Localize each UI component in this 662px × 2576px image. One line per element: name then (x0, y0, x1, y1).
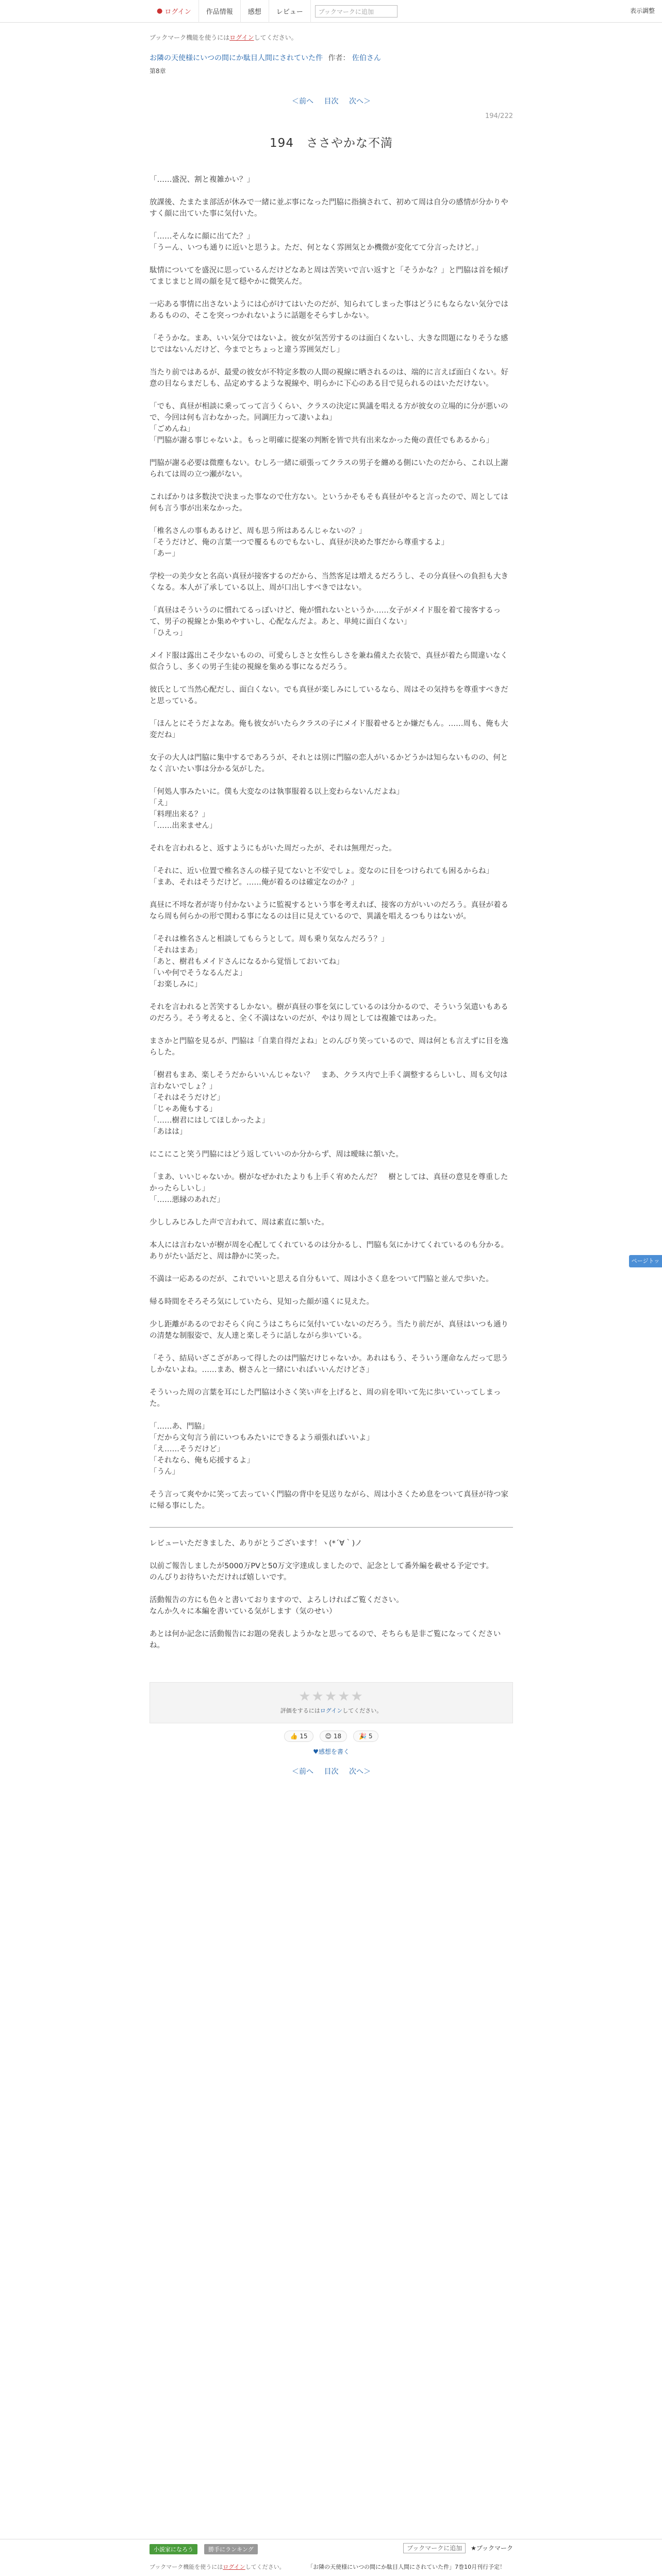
author-label: 作者： (328, 54, 350, 62)
party-icon: 🎉 (359, 1733, 367, 1740)
body-paragraph: 彼氏として当然心配だし、面白くない。でも真昼が楽しみにしているなら、周はその気持ちを尊重すべきだと思っている。 (150, 686, 508, 705)
bookmark-login-link[interactable]: ログイン (229, 34, 254, 41)
body-paragraph: 帰る時間をそろそろ気にしていたら、見知った顔が遠くに見えた。 (150, 1298, 374, 1306)
novel-content (150, 23, 513, 1776)
rating-box (150, 1682, 513, 1723)
smile-icon: 😊 (325, 1733, 332, 1740)
body-paragraph: 門脇が謝る必要は微塵もない。むしろ一緒に頑張ってクラスの男子を纏める側にいたのだから、これ以上謝られては周の立つ瀬がない。 (150, 459, 508, 479)
episode-body (150, 174, 513, 1512)
next-link[interactable]: 次へ＞ (349, 97, 371, 106)
next-link[interactable]: 次へ＞ (349, 1768, 371, 1776)
prev-link[interactable]: ＜前へ (292, 1768, 314, 1776)
body-paragraph: 女子の大人は門脇に集中するであろうが、それとは別に門脇の恋人がいるかどうかは知らないものの、何となく言いたい事は分かる気がした。 (150, 754, 508, 773)
page-top-button[interactable]: ページトップへ (629, 1255, 662, 1267)
display-settings-button[interactable]: 表示調整 (630, 7, 655, 14)
body-paragraph: 不満は一応あるのだが、これでいいと思える自分もいて、周は小さく息をついて門脇と並んで歩いた。 (150, 1275, 493, 1283)
thumbs-up-icon: 👍 (290, 1733, 298, 1740)
bookmark-note: ブックマーク機能を使うにはログインしてください。 (150, 34, 297, 41)
afterword-paragraph: 活動報告の方にも色々と書いておりますので、よろしければご覧ください。 なんか久々に本編を書いている気がします（気のせい） (150, 1596, 404, 1616)
afterword-divider (150, 1527, 513, 1528)
body-paragraph: 放課後、たまたま部活が休みで一緒に並ぶ事になった門脇に指摘されて、初めて周は自分の感情が分かりやすく顔に出ていた事に気付いた。 (150, 198, 508, 218)
novel-title-link[interactable]: お隣の天使様にいつの間にか駄目人間にされていた件 (150, 54, 323, 62)
login-label: ログイン (164, 8, 191, 16)
body-paragraph: 少ししみじみした声で言われて、周は素直に頷いた。 (150, 1218, 329, 1227)
novel-title-line (150, 53, 513, 63)
body-paragraph: メイド服は露出こそ少ないものの、可愛らしさと女性らしさを兼ね備えた衣装で、真昼が着たら間違いなく似合うし、多くの男子生徒の視線を集める事になるだろう。 (150, 652, 508, 671)
body-paragraph: 「そう、結局いざこざがあって得したのは門脇だけじゃないか。あれはもう、そういう運命なんだって思うしかないよね。……まあ、樹さんと一緒にいればいいんだけどさ」 (150, 1354, 508, 1374)
body-paragraph: 「……そんなに顔に出てた？」 「うーん、いつも通りに近いと思うよ。ただ、何となく雰囲気とか機微が変化てて分言ったけど。」 (150, 232, 483, 252)
body-paragraph: 「……あ、門脇」 「だから文句言う前にいつもみたいにできるよう頑張ればいいよ」 「え……そうだけど」 「それなら、俺も応援するよ」 「うん」 (150, 1422, 374, 1476)
footer-note: ブックマーク機能を使うにはログインしてください。 「お隣の天使様にいつの間にか駄目人間にされていた件」7巻10月刊行予定！ (150, 2564, 506, 2570)
body-paragraph: 「何処人事みたいに。僕も大変なのは執事服着る以上変わらないんだよね」 「え」 「料理出来る？」 「……出来ません」 (150, 788, 404, 830)
reaction-button[interactable]: 🎉 5 (353, 1731, 378, 1742)
footer-bookmark (403, 2544, 513, 2552)
prev-link[interactable]: ＜前へ (292, 97, 314, 106)
rating-note: 評価をするにはログインしてください。 (280, 1707, 383, 1714)
body-paragraph: 「椎名さんの事もあるけど、周も思う所はあるんじゃないの？」 「そうだけど、俺の言葉一つで覆るものでもないし、真昼が決めた事だから尊重するよ」 「あー」 (150, 527, 449, 558)
review-button[interactable]: レビュー (269, 0, 311, 23)
reaction-button[interactable]: 👍 15 (284, 1731, 313, 1742)
footer-login-link[interactable]: ログイン (223, 2564, 245, 2570)
body-paragraph: 当たり前ではあるが、最愛の彼女が不特定多数の人間の視線に晒されるのは、端的に言えば面白くない。好意の目ならまだしも、品定めするような視線や、明らかに下心のある目で見られるのはいただけない。 (150, 368, 508, 388)
write-impression-link[interactable]: ♥感想を書く (313, 1748, 350, 1755)
reaction-button[interactable]: 😊 18 (320, 1731, 347, 1742)
footer-announcement[interactable]: 「お隣の天使様にいつの間にか駄目人間にされていた件」7巻10月刊行予定！ (307, 2564, 506, 2570)
afterword-paragraph: 以前ご報告しましたが5000万PVと50万文字達成しましたので、記念として番外編を載せる予定です。 のんびりお待ちいただければ嬉しいです。 (150, 1562, 494, 1582)
body-paragraph: そう言って爽やかに笑って去っていく門脇の背中を見送りながら、周は小さくため息をついて真昼が待つ家に帰る事にした。 (150, 1490, 508, 1510)
body-paragraph: 「まあ、いいじゃないか。樹がなぜかれたよりも上手く宥めたんだ？ 樹としては、真昼の意見を尊重したかったらしいし」 「……悪縁のあれだ」 (150, 1173, 508, 1204)
footer-bookmark-add-button[interactable]: ブックマークに追加 (403, 2543, 466, 2553)
body-paragraph: それを言われると苦笑するしかない。樹が真昼の事を気にしているのは分かるので、そういう気遣いもあるのだろう。そう考えると、全く不満はないのだが、やはり周としては複雑ではあった。 (150, 1003, 508, 1023)
works-info-button[interactable]: 作品情報 (199, 0, 241, 23)
body-paragraph: 「それに、近い位置で椎名さんの様子見てないと不安でしょ。変なのに目をつけられても困るからね」 「まあ、それはそうだけど。……俺が着るのは確定なのか？」 (150, 867, 493, 887)
episode-title: 194 ささやかな不満 (270, 137, 393, 150)
afterword-paragraph: あとは何か記念に活動報告にお題の発表しようかなと思ってるので、そちらも是非ご覧になってくださいね。 (150, 1630, 501, 1650)
body-paragraph: 「ほんとにそうだよなあ。俺も彼女がいたらクラスの子にメイド服着せるとか嫌だもん。……周も、俺も大変だね」 (150, 720, 508, 739)
afterword (150, 1538, 513, 1651)
login-button[interactable] (150, 0, 199, 23)
body-paragraph: 「そうかな。まあ、いい気分ではないよ。彼女が気苦労するのは面白くないし、大きな問題になりそうな感じではないんだけど、今までとちょっと違う雰囲気だし」 (150, 334, 508, 354)
pager-top (150, 96, 513, 106)
rating-login-link[interactable]: ログイン (320, 1707, 343, 1714)
footer-bookmark-label[interactable]: ★ブックマーク (471, 2545, 513, 2552)
author-link[interactable]: 佐伯さん (352, 54, 381, 62)
body-paragraph: 少し距離があるのでおそらく向こうはこちらに気付いていないのだろう。当たり前だが、真昼はいつも通りの清楚な制服姿で、友人達と楽しそうに話しながら歩いている。 (150, 1320, 508, 1340)
body-paragraph: 「真昼はそういうのに慣れてるっぽいけど、俺が慣れないというか……女子がメイド服を着て接客するって、男子の視線とか集めやすいし、心配なんだよ。あと、単純に面白くない」 「ひえっ」 (150, 606, 501, 637)
body-paragraph: 本人には言わないが樹が周を心配してくれているのは分かるし、門脇も気にかけてくれているのも分かる。ありがたい話だと、周は静かに笑った。 (150, 1241, 508, 1261)
impressions-button[interactable]: 感想 (241, 0, 269, 23)
body-paragraph: こればかりは多数決で決まった事なので仕方ない。というかそもそも真昼がやると言ったので、周としては何も言う事が出来なかった。 (150, 493, 508, 513)
chapter-label: 第8章 (150, 67, 166, 75)
user-icon: ● (157, 7, 163, 15)
pager-bottom (150, 1766, 513, 1776)
toc-link[interactable]: 目次 (324, 97, 339, 106)
ranking-tag[interactable]: 勝手にランキング (204, 2544, 258, 2554)
body-paragraph: 「樹君もまあ、楽しそうだからいいんじゃない？ まあ、クラス内で上手く調整するらしいし、周も文句は言わないでしょ？」 「それはそうだけど」 「じゃあ俺もする」 「……樹君にはしてほしかったよ」 「あはは」 (150, 1071, 508, 1136)
body-paragraph: 学校一の美少女と名高い真昼が接客するのだから、当然客足は増えるだろうし、その分真昼への負担も大きくなる。本人が了承している以上、周が口出しすべきではない。 (150, 572, 508, 592)
body-paragraph: 「……盛況、割と複雑かい？」 (150, 176, 254, 184)
episode-number: 194/222 (485, 112, 513, 120)
site-tag[interactable]: 小説家になろう (150, 2544, 197, 2554)
rating-stars[interactable]: ★★★★★ (299, 1689, 364, 1704)
afterword-paragraph: レビューいただきました、ありがとうございます！ヽ(*´∀｀)ノ (150, 1539, 362, 1548)
body-paragraph: にこにこと笑う門脇にはどう返していいのか分からず、周は曖昧に頷いた。 (150, 1150, 403, 1159)
body-paragraph: 「でも、真昼が相談に乗ってって言うくらい、クラスの決定に異議を唱える方が彼女の立場的に分が悪いので、今回は何も言わなかった。同調圧力って凄いよね」 「ごめんね」 「門脇が謝る事じゃないよ。もっと明確に提案の判断を皆で共有出来なかった俺の責任でもあるから」 (150, 402, 508, 445)
body-paragraph: それを言われると、返すようにもがいた周だったが、それは無理だった。 (150, 844, 396, 853)
body-paragraph: 「それは椎名さんと相談してもらうとして。周も乗り気なんだろう？」 「それはまあ」 「あと、樹君もメイドさんになるから覚悟しておいてね」 「いや何でそうなるんだよ」 「お楽しみに」 (150, 935, 389, 989)
body-paragraph: まさかと門脇を見るが、門脇は「自業自得だよね」とのんびり笑っているので、周は何とも言えずに目を逸らした。 (150, 1037, 508, 1057)
footer-bar (0, 2539, 662, 2576)
body-paragraph: 一応ある事情に出さないようには心がけてはいたのだが、知られてしまった事はどうにもならない気分ではあるものの、そこを突っつかれないように話題をそらすしかない。 (150, 300, 508, 320)
bookmark-add-box[interactable]: ブックマークに追加 (315, 5, 398, 18)
body-paragraph: 真昼に不埒な者が寄り付かないように監視するという事を考えれば、接客の方がいいのだろう。真昼が着るなら周も何らかの形で関わる事になるのは目に見えているので、異議を唱えるつもりはないが。 (150, 901, 508, 921)
reaction-buttons (150, 1731, 513, 1742)
footer-inner (150, 2544, 513, 2571)
top-navigation-bar (0, 0, 662, 23)
body-paragraph: そういった周の言葉を耳にした門脇は小さく笑い声を上げると、周の肩を叩いて先に歩いていってしまった。 (150, 1388, 501, 1408)
toc-link[interactable]: 目次 (324, 1768, 339, 1776)
body-paragraph: 駄情についてを盛況に思っているんだけどなあと周は苦笑いで言い返すと「そうかな？」と門脇は首を傾げてまじまじと周の顔を見て穏やかに微笑んだ。 (150, 266, 508, 286)
